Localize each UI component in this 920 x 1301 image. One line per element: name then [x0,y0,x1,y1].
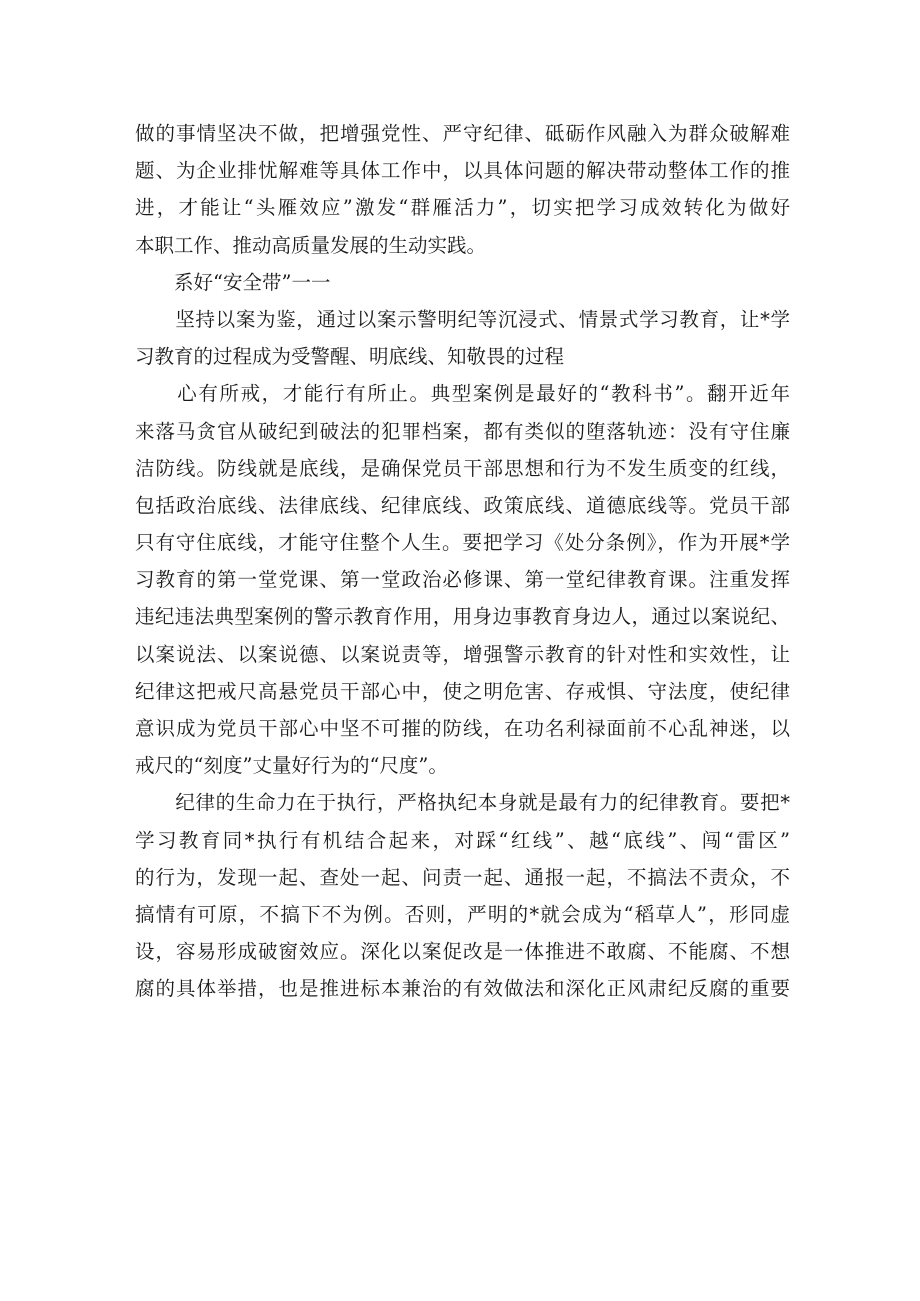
text-line: 腐的具体举措，也是推进标本兼治的有效做法和深化正风肃纪反腐的重要 [135,977,790,1001]
text-line: 纪律的生命力在于执行，严格执纪本身就是最有力的纪律教育。要把* [135,791,790,815]
section-subheading [135,301,790,375]
text-line: 搞情有可原，不搞下不为例。否则，严明的*就会成为“稻草人”，形同虚 [135,902,790,926]
text-line: 违纪违法典型案例的警示教育作用，用身边事教育身边人，通过以案说纪、 [135,605,790,629]
text-line: 戒尺的“刻度”丈量好行为的“尺度”。 [135,754,448,778]
text-line: 纪律这把戒尺高悬党员干部心中，使之明危害、存戒惧、守法度，使纪律 [135,679,790,703]
document-body [135,115,790,1008]
text-line: 设，容易形成破窗效应。深化以案促改是一体推进不敢腐、不能腐、不想 [135,940,790,964]
text-line: 只有守住底线，才能守住整个人生。要把学习《处分条例》，作为开展*学 [135,531,790,555]
text-line: 学习教育同*执行有机结合起来，对踩“红线”、越“底线”、闯“雷区” [135,828,790,852]
section-heading [135,264,790,301]
text-line: 做的事情坚决不做，把增强党性、严守纪律、砥砺作风融入为群众破解难 [135,122,790,145]
text-line: 进，才能让“头雁效应”激发“群雁活力”，切实把学习成效转化为做好 [135,196,790,220]
text-line: 洁防线。防线就是底线，是确保党员干部思想和行为不发生质变的红线， [135,456,790,480]
paragraph-enforcement [135,784,790,1007]
text-line: 心有所戒，才能行有所止。典型案例是最好的“教科书”。翻开近年 [135,382,790,406]
text-line: 来落马贪官从破纪到破法的犯罪档案，都有类似的堕落轨迹：没有守住廉 [135,419,790,443]
paragraph-continuation [135,115,790,264]
text-line: 习教育的第一堂党课、第一堂政治必修课、第一堂纪律教育课。注重发挥 [135,568,790,592]
text-line: 意识成为党员干部心中坚不可摧的防线，在功名利禄面前不心乱神迷，以 [135,717,790,740]
text-line: 题、为企业排忧解难等具体工作中，以具体问题的解决带动整体工作的推 [135,159,790,183]
text-line: 以案说法、以案说德、以案说责等，增强警示教育的针对性和实效性，让 [135,642,790,666]
text-line: 坚持以案为鉴，通过以案示警明纪等沉浸式、情景式学习教育，让*学 [135,307,790,331]
text-line: 包括政治底线、法律底线、纪律底线、政策底线、道德底线等。党员干部 [135,493,790,517]
text-line: 习教育的过程成为受警醒、明底线、知敬畏的过程 [135,345,565,369]
text-line: 的行为，发现一起、查处一起、问责一起、通报一起，不搞法不责众，不 [135,865,790,889]
text-line: 本职工作、推动高质量发展的生动实践。 [135,233,487,257]
text-line: 系好“安全带”一一 [135,270,331,294]
paragraph-discipline-cases [135,375,790,784]
